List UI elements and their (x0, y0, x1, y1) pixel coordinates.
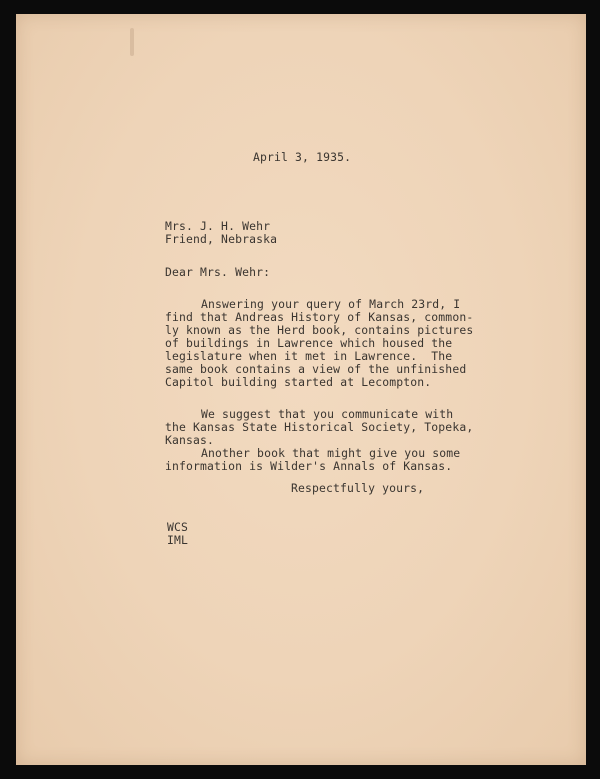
paragraph-line: Answering your query of March 23rd, I (201, 297, 461, 311)
paragraph-line: find that Andreas History of Kansas, common- (165, 310, 474, 324)
punch-mark (130, 28, 134, 56)
letter-date: April 3, 1935. (253, 150, 352, 164)
paragraph-line: of buildings in Lawrence which housed the (165, 336, 453, 350)
paragraph-line: the Kansas State Historical Society, Topeka, (165, 420, 474, 434)
salutation: Dear Mrs. Wehr: (165, 265, 271, 279)
recipient-address: Friend, Nebraska (165, 232, 278, 246)
initials-line: WCS (167, 520, 189, 534)
paragraph-line: Capitol building started at Lecompton. (165, 375, 432, 389)
letter-page (16, 14, 586, 765)
paragraph-line: We suggest that you communicate with (201, 407, 454, 421)
paragraph-line: information is Wilder's Annals of Kansas. (165, 459, 453, 473)
paragraph-line: legislature when it met in Lawrence. The (165, 349, 453, 363)
recipient-name: Mrs. J. H. Wehr (165, 219, 271, 233)
closing: Respectfully yours, (291, 481, 425, 495)
paragraph-line: same book contains a view of the unfinished (165, 362, 467, 376)
paragraph-line: Another book that might give you some (201, 446, 461, 460)
paragraph-line: ly known as the Herd book, contains pictures (165, 323, 474, 337)
paragraph-line: Kansas. (165, 433, 215, 447)
initials-line: IML (167, 533, 189, 547)
